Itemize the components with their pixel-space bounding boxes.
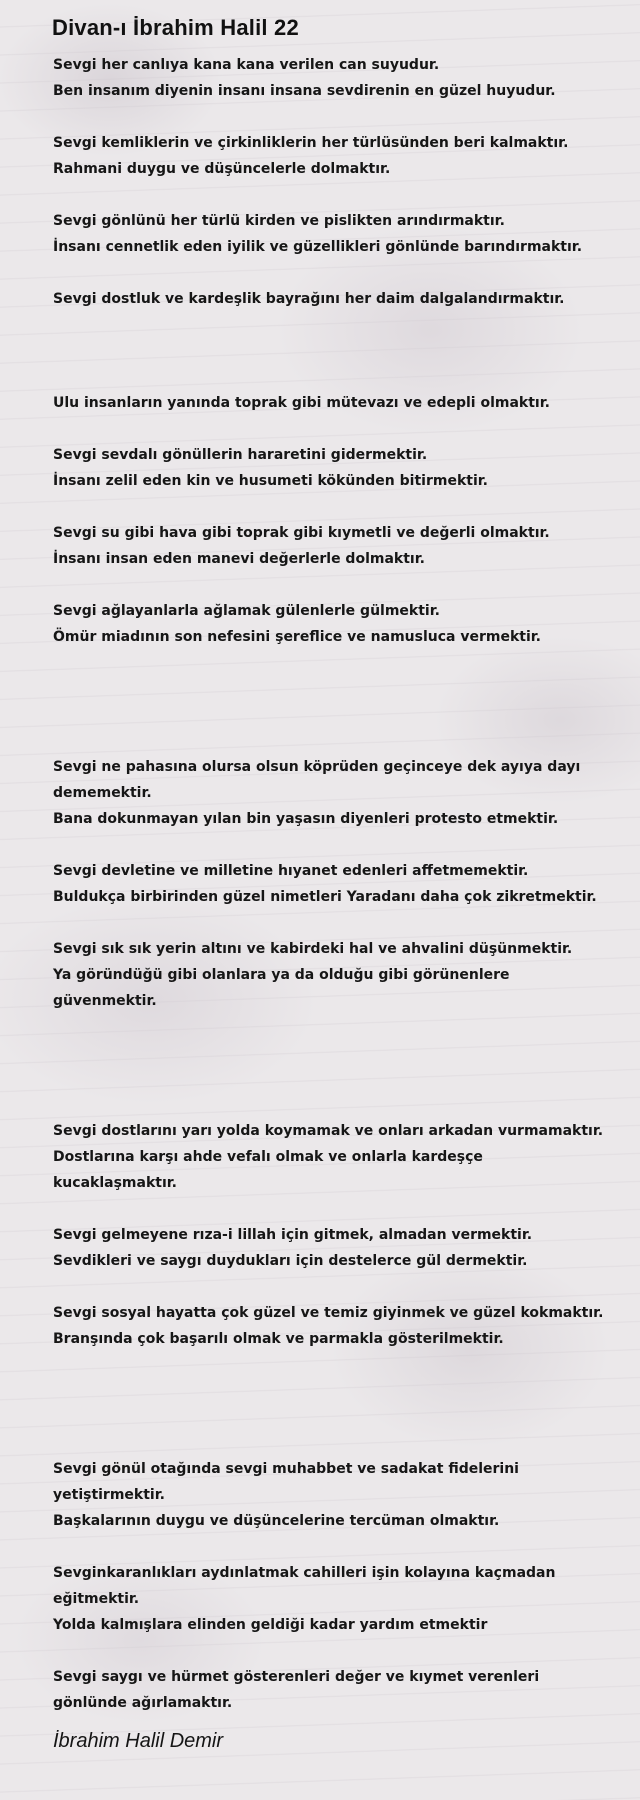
poem-line: Sevgi sosyal hayatta çok güzel ve temiz giyinmek ve güzel kokmaktır. [53,1305,604,1321]
poem-line: Rahmani duygu ve düşüncelerle dolmaktır. [53,161,391,177]
section-gap [53,1352,610,1456]
poem-line: Sevgi dostluk ve kardeşlik bayrağını her daim dalgalandırmaktır. [53,291,565,307]
stanza [53,130,610,182]
poem-line: Sevgi saygı ve hürmet gösterenleri değer ve kıymet verenleri gönlünde ağırlamaktır. [53,1669,540,1711]
poem-body [53,52,610,1716]
section-gap [53,312,610,390]
poem-line: Dostlarına karşı ahde vefalı olmak ve onlarla kardeşçe kucaklaşmaktır. [53,1149,483,1191]
stanza [53,598,610,650]
poem-line: Yolda kalmışlara elinden geldiği kadar yardım etmektir [53,1617,488,1633]
stanza [53,520,610,572]
stanza [53,1300,610,1352]
stanza-gap [53,910,610,936]
poem-line: Sevgi sevdalı gönüllerin hararetini gidermektir. [53,447,428,463]
stanza [53,754,610,832]
poem-line: Sevgi kemliklerin ve çirkinliklerin her türlüsünden beri kalmaktır. [53,135,569,151]
poem-line: Ulu insanların yanında toprak gibi mütevazı ve edepli olmaktır. [53,395,550,411]
stanza-gap [53,182,610,208]
author-signature: İbrahim Halil Demir [53,1730,224,1752]
poem-line: Sevgi sık sık yerin altını ve kabirdeki hal ve ahvalini düşünmektir. [53,941,573,957]
stanza [53,442,610,494]
poem-line: Başkalarının duygu ve düşüncelerine tercüman olmaktır. [53,1513,500,1529]
poem-line: Sevgi gelmeyene rıza-i lillah için gitmek, almadan vermektir. [53,1227,533,1243]
stanza [53,1222,610,1274]
stanza [53,390,610,416]
stanza-gap [53,260,610,286]
stanza [53,208,610,260]
stanza [53,1664,610,1716]
stanza [53,286,610,312]
stanza-gap [53,832,610,858]
poem-title: Divan-ı İbrahim Halil 22 [52,15,299,40]
poem-line: Sevgi su gibi hava gibi toprak gibi kıymetli ve değerli olmaktır. [53,525,550,541]
section-gap [53,650,610,754]
poem-line: Ömür miadının son nefesini şereflice ve namusluca vermektir. [53,629,541,645]
stanza-gap [53,416,610,442]
stanza [53,1560,610,1638]
poem-line: Buldukça birbirinden güzel nimetleri Yaradanı daha çok zikretmektir. [53,889,597,905]
stanza-gap [53,104,610,130]
poem-line: Ya göründüğü gibi olanlara ya da olduğu gibi görünenlere güvenmektir. [53,967,510,1009]
stanza-gap [53,1196,610,1222]
poem-line: İnsanı zelil eden kin ve husumeti kökünden bitirmektir. [53,473,488,489]
poem-line: Branşında çok başarılı olmak ve parmakla gösterilmektir. [53,1331,504,1347]
stanza [53,1456,610,1534]
stanza [53,52,610,104]
stanza-gap [53,1638,610,1664]
stanza [53,936,610,1014]
stanza [53,1118,610,1196]
poem-line: Sevgi dostlarını yarı yolda koymamak ve onları arkadan vurmamaktır. [53,1123,604,1139]
poem-line: Sevgi devletine ve milletine hıyanet edenleri affetmemektir. [53,863,529,879]
poem-line: Sevgi gönül otağında sevgi muhabbet ve sadakat fidelerini yetiştirmektir. [53,1461,519,1503]
stanza-gap [53,1534,610,1560]
poem-line: İnsanı insan eden manevi değerlerle dolmaktır. [53,551,425,567]
stanza-gap [53,572,610,598]
poem-line: Sevgi ağlayanlarla ağlamak gülenlerle gülmektir. [53,603,440,619]
poem-line: Sevginkaranlıkları aydınlatmak cahilleri işin kolayına kaçmadan eğitmektir. [53,1565,556,1607]
poem-line: Ben insanım diyenin insanı insana sevdirenin en güzel huyudur. [53,83,556,99]
stanza-gap [53,1274,610,1300]
poem-line: Sevgi ne pahasına olursa olsun köprüden geçinceye dek ayıya dayı dememektir. [53,759,581,801]
stanza-gap [53,494,610,520]
section-gap [53,1014,610,1118]
stanza [53,858,610,910]
poem-line: Bana dokunmayan yılan bin yaşasın diyenleri protesto etmektir. [53,811,559,827]
poem-line: Sevgi gönlünü her türlü kirden ve pislikten arındırmaktır. [53,213,505,229]
poem-line: Sevgi her canlıya kana kana verilen can suyudur. [53,57,440,73]
poem-line: Sevdikleri ve saygı duydukları için destelerce gül dermektir. [53,1253,528,1269]
poem-line: İnsanı cennetlik eden iyilik ve güzellikleri gönlünde barındırmaktır. [53,239,583,255]
